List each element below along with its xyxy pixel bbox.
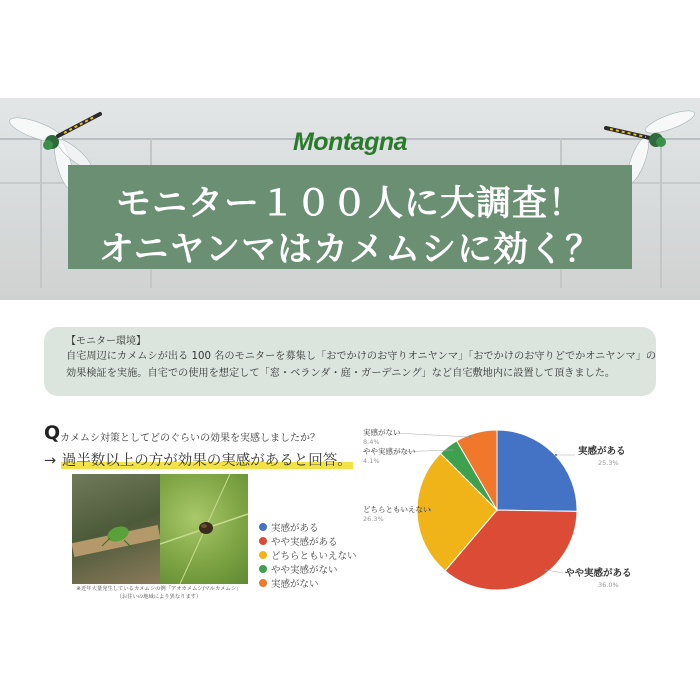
slice-label: どちらともいえない	[363, 505, 431, 514]
leader-dot	[555, 454, 557, 456]
photo-caption-line: ※近年大量発生しているカメムシの例「アオカメムシ/マルカメムシ」	[76, 586, 242, 592]
legend-label: やや実感がない	[271, 565, 338, 576]
slice-label: やや実感がない	[363, 447, 416, 456]
pie-slice	[497, 430, 577, 511]
slice-value-label: 36.0%	[598, 581, 619, 589]
slice-value-label: 26.3%	[363, 515, 384, 523]
slice-label: 実感がある	[578, 446, 626, 457]
monitor-heading: 【モニター環境】	[66, 336, 146, 347]
answer-highlight-text: 過半数以上の方が効果の実感があると回答。	[61, 453, 352, 469]
legend-label: どちらともいえない	[271, 551, 357, 562]
question-text: カメムシ対策としてどのぐらいの効果を実感しましたか？	[60, 433, 320, 444]
photo-caption-line: （お住いの地域により異なります）	[116, 594, 202, 600]
brand-logo: Montagna	[292, 128, 408, 156]
slice-value-label: 25.3%	[598, 459, 619, 467]
leader-dot	[545, 569, 547, 571]
legend-label: 実感がない	[271, 579, 319, 590]
monitor-description-line: 効果検証を実施。自宅での使用を想定して「窓・ベランダ・庭・ガーデニング」など自宅敷地内に設置して頂きました。	[66, 368, 616, 379]
page-title-line-2: オニヤンマはカメムシに効く？	[98, 230, 602, 270]
monitor-description-line: 自宅周辺にカメムシが出る 100 名のモニターを募集し「おでかけのお守りオニヤンマ」「おでかけのお守りどでかオニヤンマ」の	[66, 351, 657, 362]
slice-value-label: 4.1%	[363, 457, 380, 465]
page-title-line-1: モニター１００人に大調査！	[115, 184, 584, 224]
leader-dot	[451, 449, 453, 451]
legend-label: 実感がある	[271, 523, 319, 534]
legend-label: やや実感がある	[271, 537, 338, 548]
question-mark-letter: Q	[44, 422, 61, 444]
slice-label: やや実感がある	[565, 568, 632, 579]
leader-line	[395, 433, 470, 437]
leader-dot	[469, 436, 471, 438]
slice-value-label: 8.4%	[363, 438, 380, 446]
arrow-icon: →	[44, 453, 57, 469]
slice-label: 実感がない	[363, 428, 401, 437]
